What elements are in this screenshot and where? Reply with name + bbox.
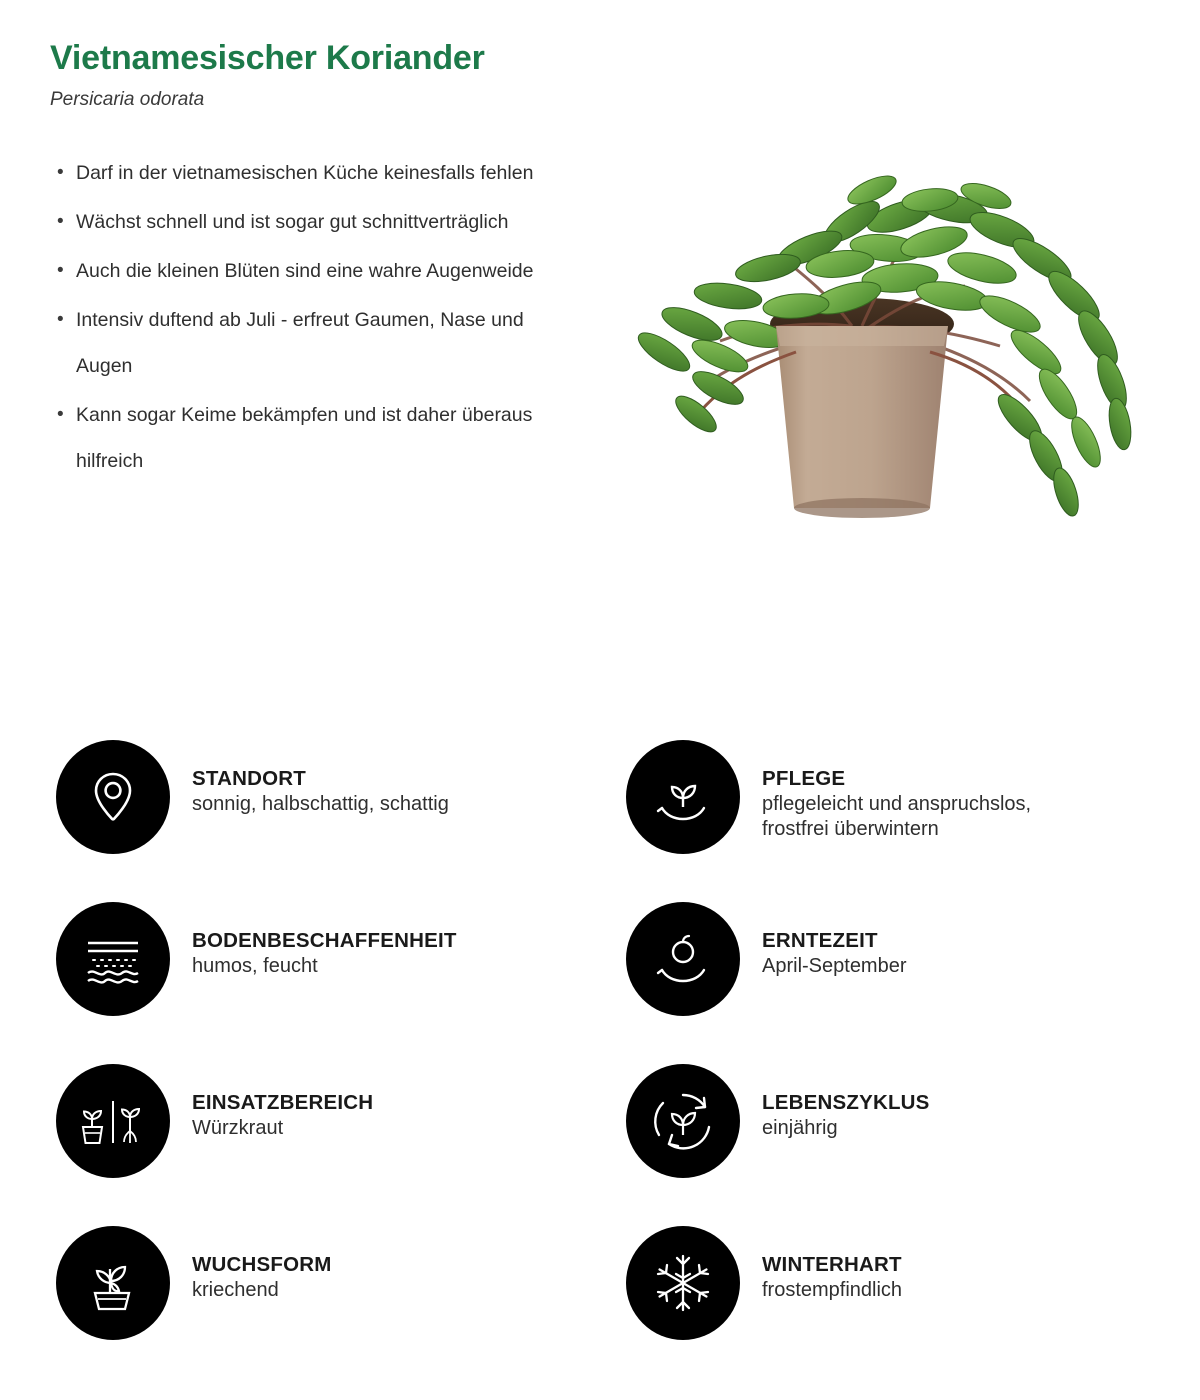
bullet-marker: • — [57, 404, 64, 426]
attribute-value: kriechend — [192, 1279, 279, 1301]
attribute-value: April-September — [762, 955, 907, 977]
attribute-text — [740, 740, 1031, 842]
bullet-marker: • — [57, 211, 64, 233]
list-item — [50, 199, 610, 245]
soil-layers-icon — [80, 929, 146, 989]
attribute-winterhart — [626, 1226, 1196, 1388]
page-title: Vietnamesischer Koriander — [50, 39, 485, 77]
product-image — [610, 146, 1150, 566]
attribute-label: STANDORT — [192, 767, 306, 790]
badge-circle — [626, 1064, 740, 1178]
attribute-value: einjährig — [762, 1117, 838, 1139]
attribute-text — [740, 902, 907, 979]
attribute-text — [170, 740, 449, 817]
attribute-label: PFLEGE — [762, 767, 846, 790]
intro-section — [0, 146, 1200, 646]
attribute-label: ERNTEZEIT — [762, 929, 878, 952]
attribute-text — [170, 1226, 332, 1303]
list-item — [50, 150, 610, 196]
attribute-value: humos, feucht — [192, 955, 318, 977]
list-item-text: Wächst schnell und ist sogar gut schnittverträglich — [76, 211, 509, 234]
attribute-label: LEBENSZYKLUS — [762, 1091, 930, 1114]
document-header — [0, 0, 1200, 112]
hand-with-seedling-icon — [650, 764, 716, 830]
attribute-label: EINSATZBEREICH — [192, 1091, 374, 1114]
list-item-text: Kann sogar Keime bekämpfen und ist daher überaus hilfreich — [76, 404, 533, 473]
attribute-text — [740, 1064, 930, 1141]
pot-and-sprout-icon — [78, 1089, 148, 1153]
badge-circle — [56, 740, 170, 854]
attribute-pflege — [626, 740, 1196, 902]
badge-circle — [626, 902, 740, 1016]
hand-with-fruit-icon — [650, 926, 716, 992]
attribute-label: BODENBESCHAFFENHEIT — [192, 929, 457, 952]
location-pin-icon — [82, 766, 144, 828]
attribute-lebenszyklus — [626, 1064, 1196, 1226]
attribute-bodenbeschaffenheit — [56, 902, 626, 1064]
plant-attributes-grid — [0, 740, 1200, 1388]
bullet-marker: • — [57, 309, 64, 331]
attribute-label: WINTERHART — [762, 1253, 902, 1276]
badge-circle — [56, 1226, 170, 1340]
list-item — [50, 248, 610, 294]
badge-circle — [56, 1064, 170, 1178]
plant-in-pot-icon — [81, 1251, 145, 1315]
attribute-value: frostempfindlich — [762, 1279, 903, 1301]
list-item — [50, 297, 610, 389]
attribute-value: sonnig, halbschattig, schattig — [192, 793, 449, 815]
botanical-name: Persicaria odorata — [50, 89, 205, 111]
attribute-erntezeit — [626, 902, 1196, 1064]
bullet-marker: • — [57, 162, 64, 184]
attribute-einsatzbereich — [56, 1064, 626, 1226]
list-item — [50, 392, 610, 484]
lifecycle-arrows-leaf-icon — [649, 1087, 717, 1155]
badge-circle — [626, 740, 740, 854]
attribute-value: pflegeleicht und anspruchslos, frostfrei überwintern — [762, 793, 1032, 840]
attribute-text — [170, 902, 457, 979]
attribute-wuchsform — [56, 1226, 626, 1388]
badge-circle — [626, 1226, 740, 1340]
attribute-text — [170, 1064, 373, 1141]
potted-vietnamese-coriander-plant — [600, 156, 1180, 576]
feature-bullet-list — [50, 146, 610, 487]
attribute-text — [740, 1226, 902, 1303]
list-item-text: Auch die kleinen Blüten sind eine wahre Augenweide — [76, 260, 534, 283]
attribute-label: WUCHSFORM — [192, 1253, 332, 1276]
attribute-standort — [56, 740, 626, 902]
snowflake-icon — [650, 1250, 716, 1316]
list-item-text: Intensiv duftend ab Juli - erfreut Gaumen, Nase und Augen — [76, 309, 524, 378]
list-item-text: Darf in der vietnamesischen Küche keinesfalls fehlen — [76, 162, 534, 185]
attribute-value: Würzkraut — [192, 1117, 284, 1139]
bullet-marker: • — [57, 260, 64, 282]
badge-circle — [56, 902, 170, 1016]
